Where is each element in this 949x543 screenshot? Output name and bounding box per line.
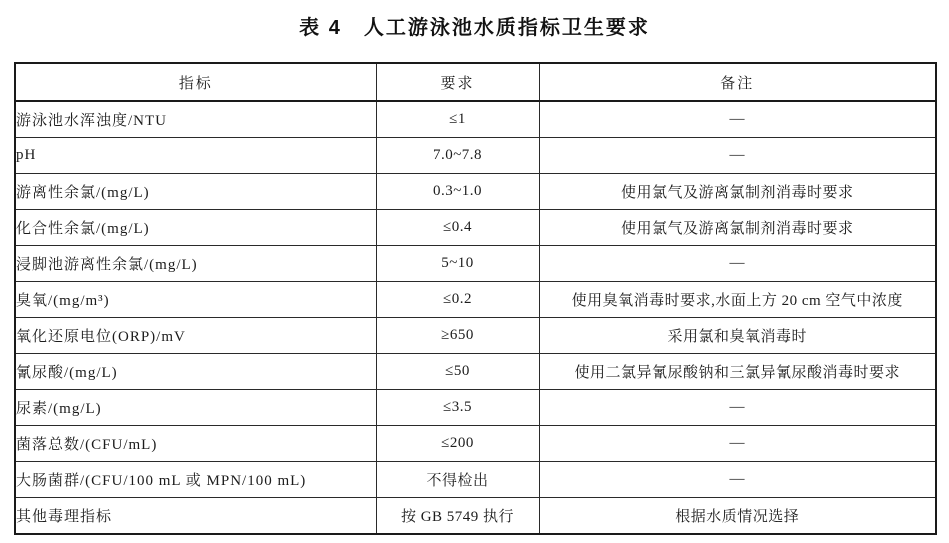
header-remark: 备注 bbox=[539, 63, 936, 101]
remark-cell: 采用氯和臭氧消毒时 bbox=[539, 318, 936, 354]
header-indicator: 指标 bbox=[15, 63, 376, 101]
table-row bbox=[15, 210, 936, 246]
requirement-cell: ≤1 bbox=[376, 101, 539, 138]
table-row bbox=[15, 462, 936, 498]
requirement-cell: ≤50 bbox=[376, 354, 539, 390]
table-header-row bbox=[15, 63, 936, 101]
table-row bbox=[15, 174, 936, 210]
remark-cell: 使用氯气及游离氯制剂消毒时要求 bbox=[539, 174, 936, 210]
remark-cell: — bbox=[539, 101, 936, 138]
indicator-cell: 臭氧/(mg/m³) bbox=[15, 282, 376, 318]
remark-cell: 使用臭氧消毒时要求,水面上方 20 cm 空气中浓度 bbox=[539, 282, 936, 318]
requirement-cell: ≤0.4 bbox=[376, 210, 539, 246]
remark-cell: 使用二氯异氰尿酸钠和三氯异氰尿酸消毒时要求 bbox=[539, 354, 936, 390]
remark-cell: — bbox=[539, 426, 936, 462]
indicator-cell: 浸脚池游离性余氯/(mg/L) bbox=[15, 246, 376, 282]
indicator-cell: 其他毒理指标 bbox=[15, 498, 376, 535]
table-row bbox=[15, 138, 936, 174]
table-row bbox=[15, 390, 936, 426]
requirement-cell: 按 GB 5749 执行 bbox=[376, 498, 539, 535]
requirement-cell: 7.0~7.8 bbox=[376, 138, 539, 174]
indicator-cell: 氰尿酸/(mg/L) bbox=[15, 354, 376, 390]
table-row bbox=[15, 318, 936, 354]
table-row bbox=[15, 282, 936, 318]
requirement-cell: 不得检出 bbox=[376, 462, 539, 498]
requirement-cell: ≤3.5 bbox=[376, 390, 539, 426]
remark-cell: — bbox=[539, 390, 936, 426]
indicator-cell: 游泳池水浑浊度/NTU bbox=[15, 101, 376, 138]
requirement-cell: 5~10 bbox=[376, 246, 539, 282]
indicator-cell: 尿素/(mg/L) bbox=[15, 390, 376, 426]
remark-cell: — bbox=[539, 138, 936, 174]
remark-cell: 使用氯气及游离氯制剂消毒时要求 bbox=[539, 210, 936, 246]
remark-cell: — bbox=[539, 246, 936, 282]
requirement-cell: ≤200 bbox=[376, 426, 539, 462]
remark-cell: 根据水质情况选择 bbox=[539, 498, 936, 535]
table-row bbox=[15, 246, 936, 282]
table-title: 表 4 人工游泳池水质指标卫生要求 bbox=[299, 17, 650, 39]
table-row bbox=[15, 101, 936, 138]
remark-cell: — bbox=[539, 462, 936, 498]
indicator-cell: 化合性余氯/(mg/L) bbox=[15, 210, 376, 246]
water-quality-table bbox=[14, 62, 937, 535]
indicator-cell: 大肠菌群/(CFU/100 mL 或 MPN/100 mL) bbox=[15, 462, 376, 498]
indicator-cell: 游离性余氯/(mg/L) bbox=[15, 174, 376, 210]
indicator-cell: 氧化还原电位(ORP)/mV bbox=[15, 318, 376, 354]
indicator-cell: 菌落总数/(CFU/mL) bbox=[15, 426, 376, 462]
table-row bbox=[15, 426, 936, 462]
header-requirement: 要求 bbox=[376, 63, 539, 101]
table-row bbox=[15, 498, 936, 535]
requirement-cell: ≥650 bbox=[376, 318, 539, 354]
requirement-cell: ≤0.2 bbox=[376, 282, 539, 318]
requirement-cell: 0.3~1.0 bbox=[376, 174, 539, 210]
indicator-cell: pH bbox=[15, 138, 376, 174]
table-row bbox=[15, 354, 936, 390]
